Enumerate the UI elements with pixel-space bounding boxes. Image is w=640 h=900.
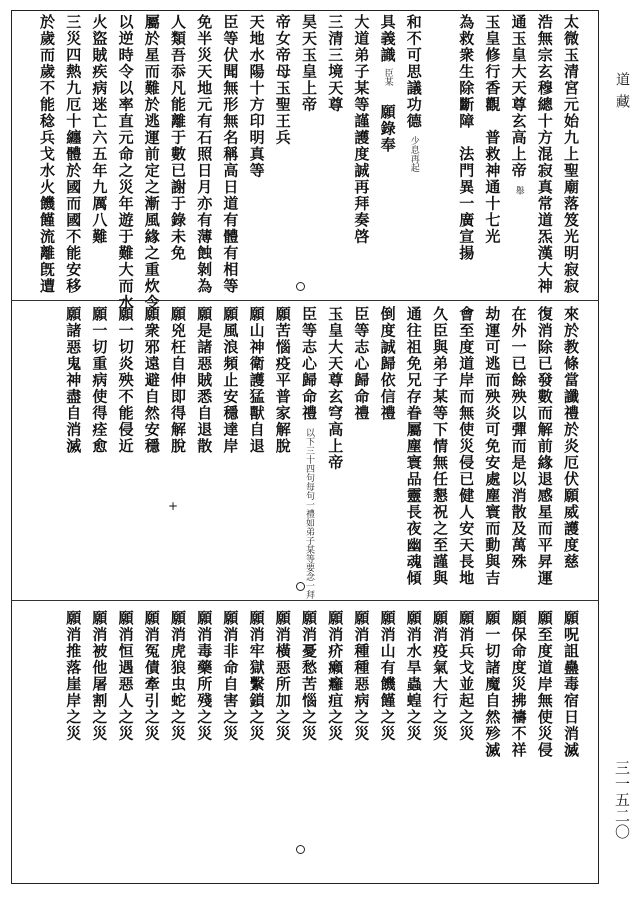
text-column: 願一切炎殃不能侵近: [116, 306, 135, 455]
text-column: 臣等伏聞無形無名稱高日道有體有相等: [221, 14, 240, 295]
text-column: 願消冤債牽引之災: [142, 610, 161, 742]
text-column: 願消水旱蟲蝗之災: [404, 610, 423, 742]
interlinear-note: 少息再起: [408, 135, 419, 172]
text-column: 久臣與弟子某等下情無任懇祝之至謹與: [431, 306, 449, 587]
text-column: 願消憂愁苦惱之災: [300, 610, 318, 742]
text-column: 通往祖免兄存眷屬塵寰品靈長夜幽魂傾: [404, 306, 423, 587]
text-column: 通玉皇大天尊玄高上帝: [509, 14, 528, 179]
text-column: 復消除已發數而解前緣退感星而平昇運: [535, 306, 554, 587]
fold-ring-1: [296, 282, 305, 291]
register-divider-1: [11, 300, 599, 301]
text-column: 願山神衛護猛獸自退: [247, 306, 266, 455]
text-column: 願至度道岸無使災侵: [535, 610, 554, 759]
text-column: 帝女帝母玉聖王兵: [273, 14, 292, 146]
register-divider-2: [11, 600, 599, 601]
text-column: 願消種種惡病之災: [352, 610, 371, 742]
text-column: 具義識: [378, 14, 397, 64]
interlinear-note: 臣某: [382, 68, 393, 87]
text-column: 臣等志心歸命禮: [300, 306, 318, 422]
interlinear-note: 以下三十四句每句一禮如弟子某等要念一拜: [304, 427, 314, 599]
text-column: 願消毒藥所殘之災: [195, 610, 214, 742]
text-column: 會至度道岸而無使災侵已健人安天長地: [457, 306, 476, 587]
text-column: 願一切諸魔自然殄滅: [483, 610, 502, 759]
text-column: 玉皇大天尊玄穹高上帝: [326, 306, 345, 471]
text-column: 願消山有饑饉之災: [378, 610, 397, 742]
text-column: 天地水陽十方印明真等: [247, 14, 266, 179]
text-column: 願消橫惡所加之災: [273, 610, 292, 742]
text-column: 昊天玉皇上帝: [300, 14, 318, 113]
text-column: 願衆邪遠避自然安穩: [142, 306, 161, 455]
text-column: 願消虎狼虫蛇之災: [169, 610, 187, 742]
text-column: 火盜賊疾病迷亡六五年九厲八難: [90, 14, 109, 245]
text-column: 願呪詛蠱毒宿日消滅: [562, 610, 580, 759]
text-column: 三災四熱九厄十纏體於國而國不能安移: [64, 14, 83, 295]
text-column: 願消牢獄繫鎖之災: [247, 610, 266, 742]
fold-ring-3: [296, 845, 305, 854]
fold-ring-2: [296, 582, 305, 591]
text-column: 和不可思議功德: [404, 14, 423, 130]
page-number: 三一五二〇: [613, 760, 631, 840]
text-column: 劫運可逃而殃炎可免安處塵寰而動與吉: [483, 306, 502, 587]
text-column: 為救衆生除斷障 法門異一廣宣揚: [457, 14, 476, 262]
text-column: 三清三境天尊: [326, 14, 345, 113]
text-column: 願一切重病使得痊愈: [90, 306, 109, 455]
text-column: 願消兵戈並起之災: [457, 610, 476, 742]
text-column: 於歲而歲不能稔兵戈水火饑饉流離旣遭: [38, 14, 56, 295]
text-column: 免半災天地元有石照日月亦有薄蝕剝為: [195, 14, 214, 295]
text-column: 浩無宗玄穆總十方混寂真常道炁漢大神: [535, 14, 554, 295]
text-column: 玉皇修行香觀 普救神通十七光: [483, 14, 502, 245]
canon-title: 道藏: [614, 72, 630, 116]
text-column: 願消疥癩癰疽之災: [326, 610, 345, 742]
register-1: [11, 12, 599, 311]
register-2: [11, 304, 599, 600]
text-column: 來於教條當讖禮於炎厄伏願威護度慈: [562, 306, 580, 570]
text-column: 倒度誠歸依信禮: [378, 306, 397, 422]
text-column: 願風浪頻止安穩達岸: [221, 306, 240, 455]
plus-mark: +: [168, 499, 179, 513]
text-column-continuation: 願錄奉: [378, 104, 397, 154]
register-3: [11, 608, 599, 884]
text-column: 以逆時令以率直元命之災年遊于難大而水: [116, 14, 135, 311]
text-column: 在外一已餘殃以彈而是以消散及萬殊: [509, 306, 528, 570]
text-column: 願消非命自害之災: [221, 610, 240, 742]
text-column: 願消恒遇惡人之災: [116, 610, 135, 742]
text-column: 願保命度災拂禱不祥: [509, 610, 528, 759]
text-column: 願兇枉自伸即得解脫: [169, 306, 187, 455]
text-column: 大道弟子某等謹護度誠再拜奏啓: [352, 14, 371, 245]
text-column: 願消疫氣大行之災: [431, 610, 449, 742]
text-column: 願苦惱疫平普家解脫: [273, 306, 292, 455]
text-column: 願諸惡鬼神盡自消滅: [64, 306, 83, 455]
text-column: 人類吾忝凡能離于數已謝于錄未免: [169, 14, 187, 262]
text-column: 願消被他屠割之災: [90, 610, 109, 742]
text-column: 願消推落崖岸之災: [64, 610, 83, 742]
text-column: 願是諸惡賊悉自退散: [195, 306, 214, 455]
interlinear-note: 舉: [513, 186, 524, 195]
text-column: 屬於星而難於逃運前定之漸風緣之重炊令: [142, 14, 161, 311]
text-column: 臣等志心歸命禮: [352, 306, 371, 422]
text-column: 太微玉清宮元始九上聖廟落笈光明寂寂: [562, 14, 580, 295]
